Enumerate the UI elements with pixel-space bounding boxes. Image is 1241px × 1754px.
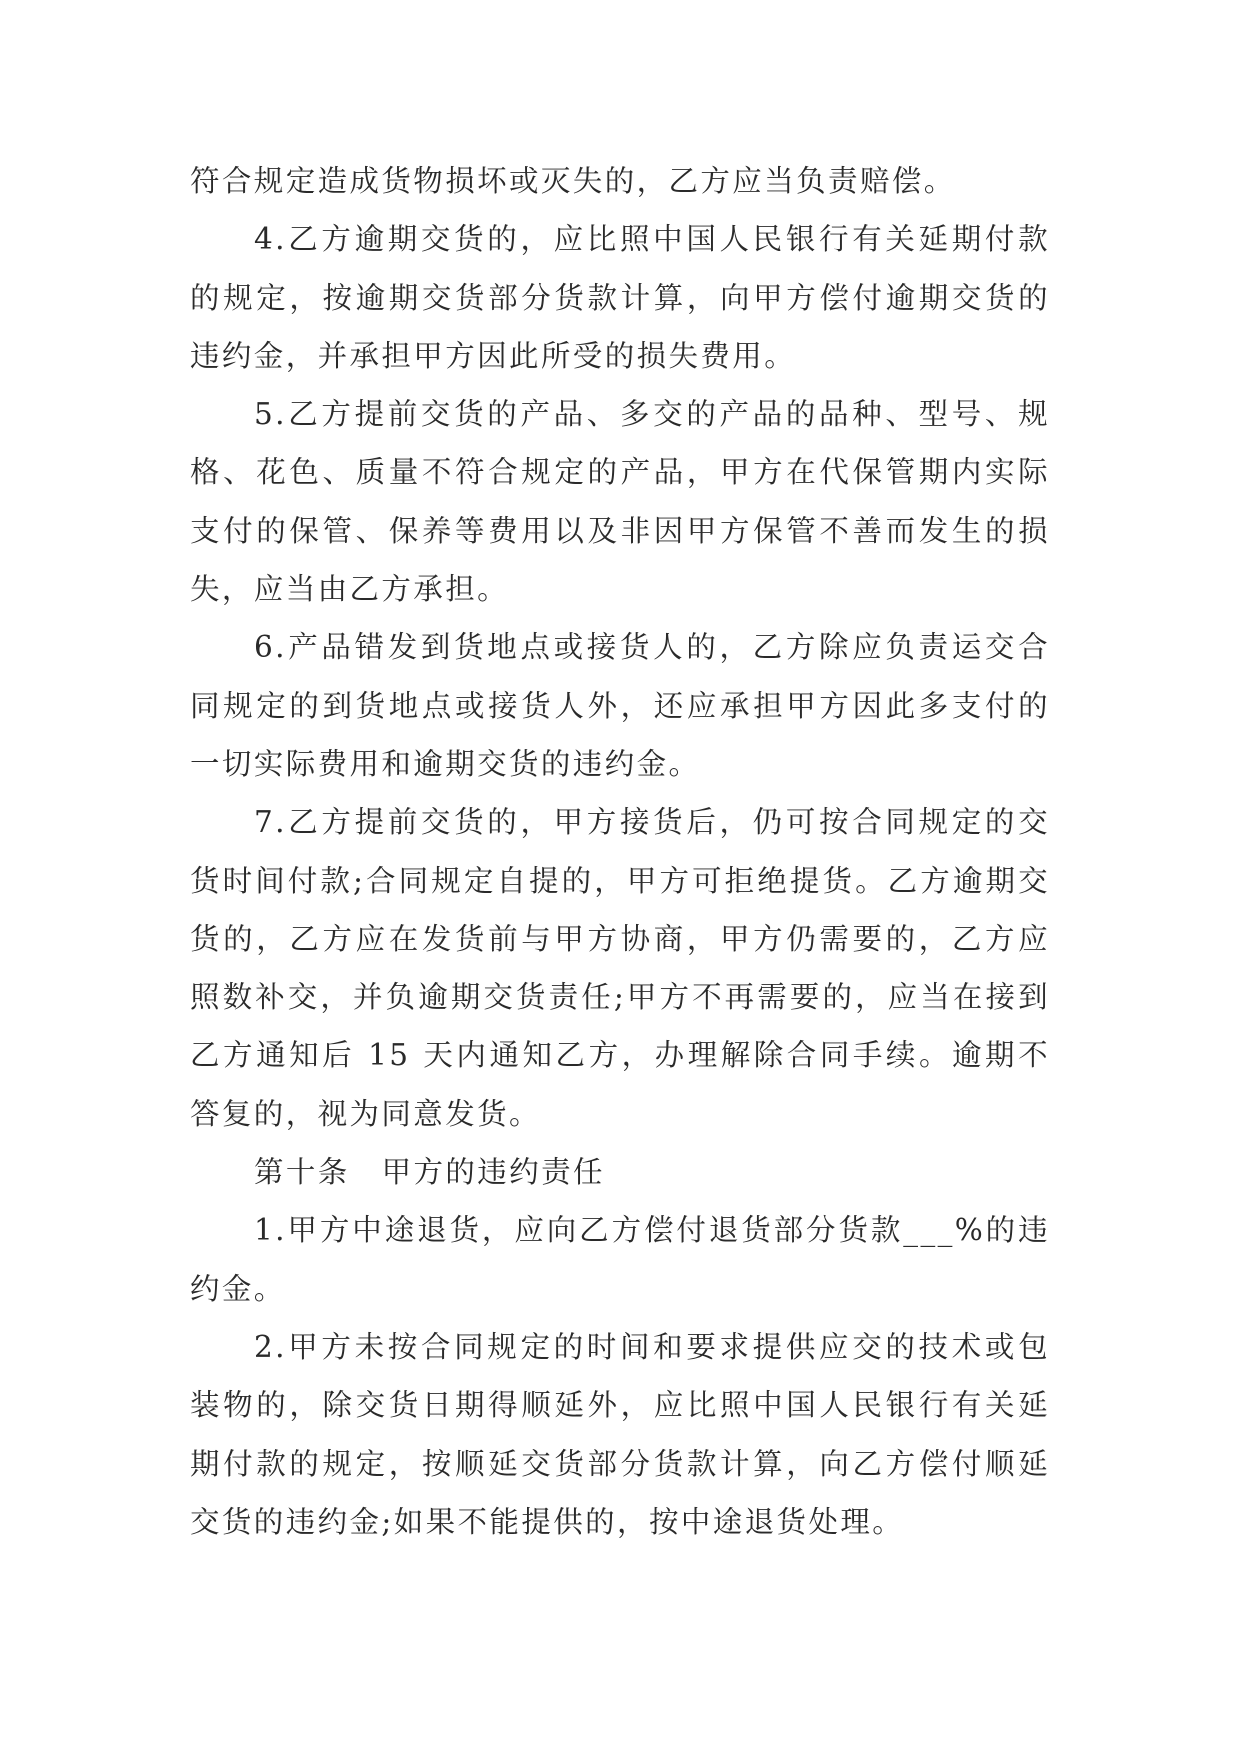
- paragraph-article-10-clause-1: 1.甲方中途退货，应向乙方偿付退货部分货款___%的违约金。: [190, 1213, 1050, 1306]
- paragraph-clause-7: 7.乙方提前交货的，甲方接货后，仍可按合同规定的交货时间付款;合同规定自提的，甲方可拒绝提货。乙方逾期交货的，乙方应在发货前与甲方协商，甲方仍需要的，乙方应照数补交，并负逾期交货责任;甲方不再需要的，应当在接到乙方通知后 15 天内通知乙方，办理解除合同手续。逾期不答复的，视为同意发货。: [190, 805, 1050, 1131]
- paragraph-clause-6: 6.产品错发到货地点或接货人的，乙方除应负责运交合同规定的到货地点或接货人外，还应承担甲方因此多支付的一切实际费用和逾期交货的违约金。: [190, 630, 1050, 781]
- paragraph-clause-5: 5.乙方提前交货的产品、多交的产品的品种、型号、规格、花色、质量不符合规定的产品，甲方在代保管期内实际支付的保管、保养等费用以及非因甲方保管不善而发生的损失，应当由乙方承担。: [190, 397, 1050, 607]
- paragraph-article-10-clause-2: 2.甲方未按合同规定的时间和要求提供应交的技术或包装物的，除交货日期得顺延外，应比照中国人民银行有关延期付款的规定，按顺延交货部分货款计算，向乙方偿付顺延交货的违约金;如果不能提供的，按中途退货处理。: [190, 1329, 1050, 1539]
- paragraph-continuation: 符合规定造成货物损坏或灭失的，乙方应当负责赔偿。: [190, 164, 956, 198]
- section-heading-article-10: 第十条 甲方的违约责任: [254, 1155, 605, 1190]
- paragraph-clause-4: 4.乙方逾期交货的，应比照中国人民银行有关延期付款的规定，按逾期交货部分货款计算，向甲方偿付逾期交货的违约金，并承担甲方因此所受的损失费用。: [190, 222, 1050, 373]
- document-body: [190, 152, 1050, 1551]
